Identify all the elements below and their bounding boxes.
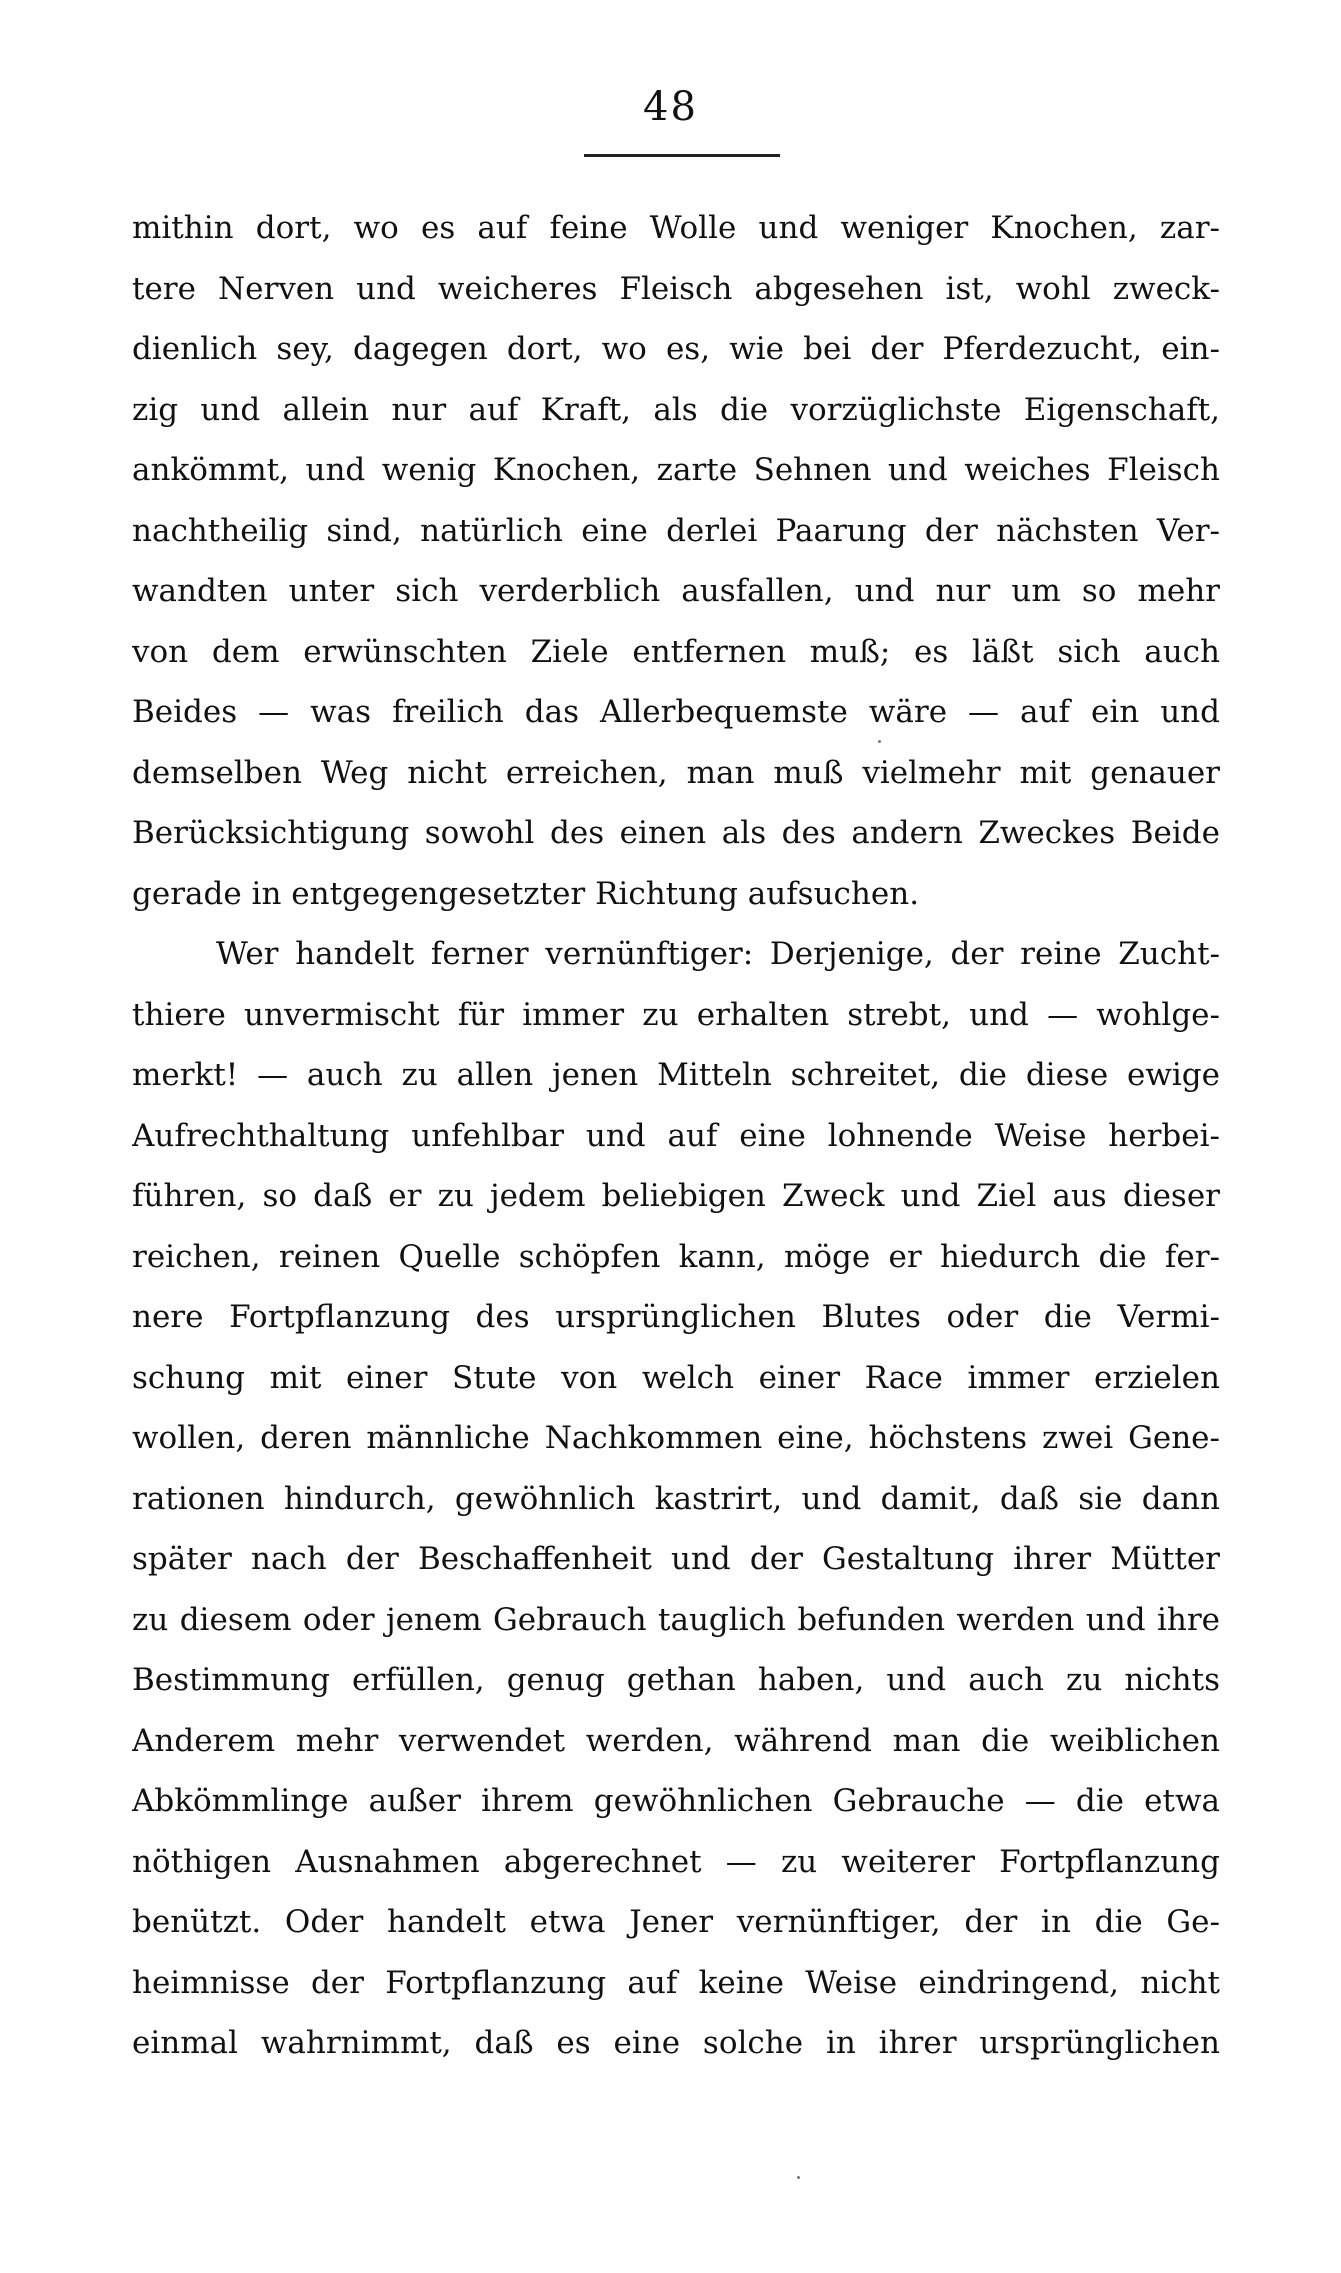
text-line: reichen, reinen Quelle schöpfen kann, möge er hiedurch die fer- xyxy=(132,1238,1220,1275)
text-line: Beides — was freilich das Allerbequemste wäre — auf ein und xyxy=(132,694,1220,730)
text-line: Berücksichtigung sowohl des einen als des andern Zweckes Beide xyxy=(132,815,1220,851)
text-line: nachtheilig sind, natürlich eine derlei Paarung der nächsten Ver- xyxy=(132,512,1220,549)
header-rule xyxy=(584,154,780,157)
text-line: nere Fortpflanzung des ursprünglichen Blutes oder die Vermi- xyxy=(132,1299,1220,1335)
text-line: wollen, deren männliche Nachkommen eine, höchstens zwei Gene- xyxy=(132,1420,1220,1456)
text-line: Bestimmung erfüllen, genug gethan haben, und auch zu nichts xyxy=(132,1662,1220,1698)
text-line: wandten unter sich verderblich ausfallen, und nur um so mehr xyxy=(132,573,1220,609)
text-line: später nach der Beschaffenheit und der Gestaltung ihrer Mütter xyxy=(132,1541,1220,1577)
text-line: tere Nerven und weicheres Fleisch abgesehen ist, wohl zweck- xyxy=(132,270,1220,307)
text-line: nöthigen Ausnahmen abgerechnet — zu weiterer Fortpflanzung xyxy=(132,1843,1220,1880)
print-speck xyxy=(797,2176,800,2179)
text-line: Wer handelt ferner vernünftiger: Derjenige, der reine Zucht- xyxy=(216,936,1220,972)
text-line: Aufrechthaltung unfehlbar und auf eine lohnende Weise herbei- xyxy=(132,1117,1220,1154)
text-line: ankömmt, und wenig Knochen, zarte Sehnen und weiches Fleisch xyxy=(132,452,1220,488)
text-line: benützt. Oder handelt etwa Jener vernünftiger, der in die Ge- xyxy=(132,1904,1220,1940)
text-line: zig und allein nur auf Kraft, als die vorzüglichste Eigenschaft, xyxy=(132,391,1220,428)
text-line: mithin dort, wo es auf feine Wolle und weniger Knochen, zar- xyxy=(132,210,1220,246)
print-speck xyxy=(878,740,881,743)
text-line: schung mit einer Stute von welch einer Race immer erzielen xyxy=(132,1359,1220,1396)
text-line: von dem erwünschten Ziele entfernen muß; es läßt sich auch xyxy=(132,633,1220,670)
page-number: 48 xyxy=(643,84,698,130)
text-line: einmal wahrnimmt, daß es eine solche in ihrer ursprünglichen xyxy=(132,2025,1220,2061)
text-line: führen, so daß er zu jedem beliebigen Zweck und Ziel aus dieser xyxy=(132,1178,1220,1214)
text-line: dienlich sey, dagegen dort, wo es, wie bei der Pferdezucht, ein- xyxy=(132,331,1220,367)
text-line: gerade in entgegengesetzter Richtung aufsuchen. xyxy=(132,875,920,912)
text-line: merkt! — auch zu allen jenen Mitteln schreitet, die diese ewige xyxy=(132,1057,1220,1093)
text-line: demselben Weg nicht erreichen, man muß vielmehr mit genauer xyxy=(132,754,1220,791)
text-line: Abkömmlinge außer ihrem gewöhnlichen Gebrauche — die etwa xyxy=(132,1783,1220,1819)
text-line: rationen hindurch, gewöhnlich kastrirt, und damit, daß sie dann xyxy=(132,1480,1220,1517)
text-line: zu diesem oder jenem Gebrauch tauglich befunden werden und ihre xyxy=(132,1601,1220,1638)
text-line: thiere unvermischt für immer zu erhalten strebt, und — wohlge- xyxy=(132,996,1220,1033)
body-text xyxy=(132,198,1220,2074)
text-line: Anderem mehr verwendet werden, während man die weiblichen xyxy=(132,1722,1220,1759)
text-line: heimnisse der Fortpflanzung auf keine Weise eindringend, nicht xyxy=(132,1964,1220,2001)
